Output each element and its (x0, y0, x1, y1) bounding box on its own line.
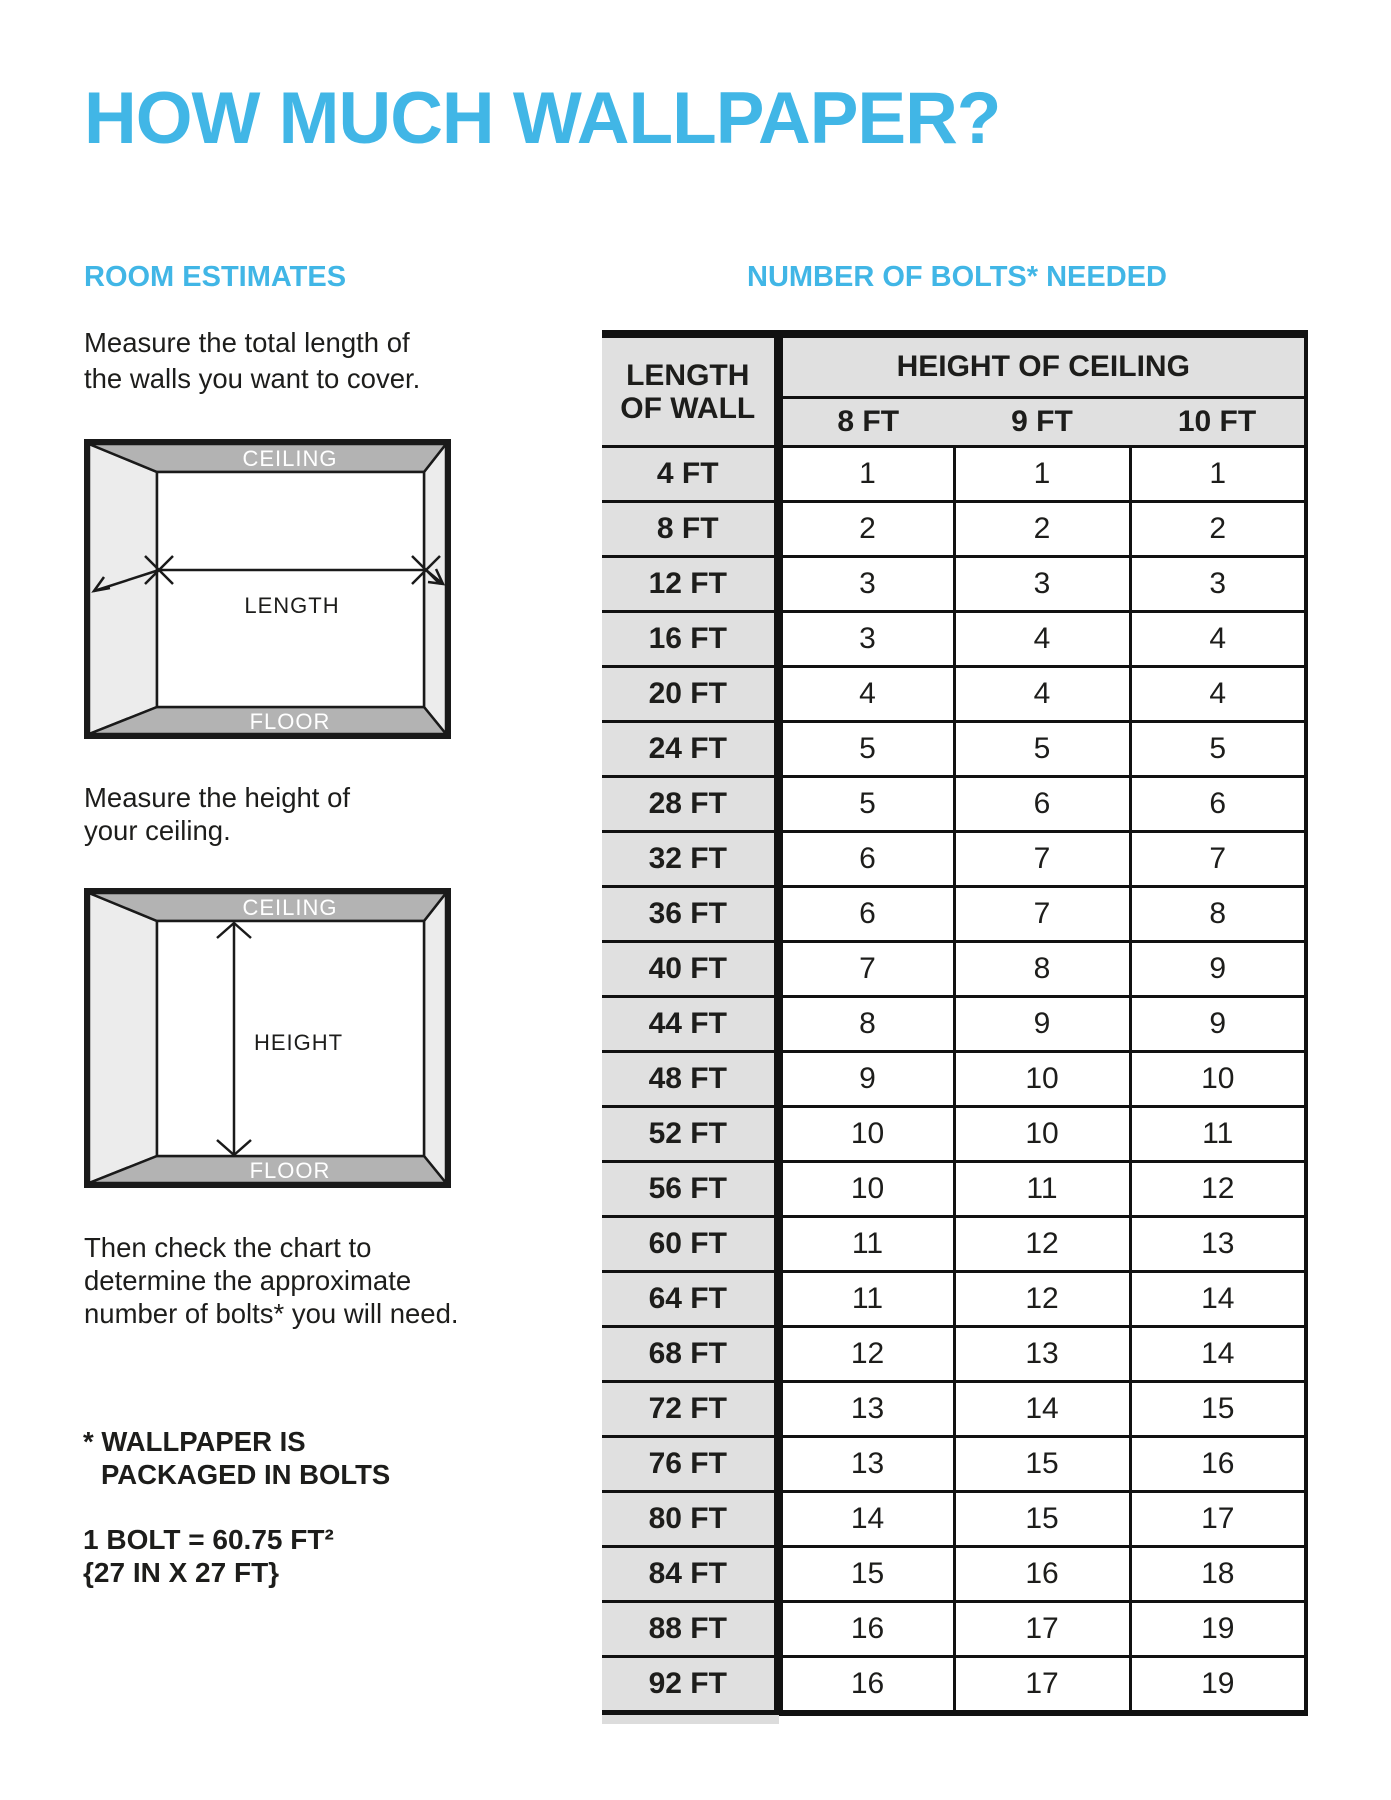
bolt-count-cell: 19 (1130, 1657, 1306, 1714)
row-label: 68 FT (602, 1327, 778, 1382)
row-label: 20 FT (602, 667, 778, 722)
bolt-count-cell: 8 (778, 997, 954, 1052)
check-chart-paragraph (84, 1231, 459, 1330)
row-label: 4 FT (602, 447, 778, 502)
row-label: 64 FT (602, 1272, 778, 1327)
right-wall (424, 893, 446, 1183)
bolt-count-cell: 13 (954, 1327, 1130, 1382)
bolt-count-cell: 12 (954, 1272, 1130, 1327)
table-row (602, 722, 1306, 777)
table-row (602, 1107, 1306, 1162)
bolt-count-cell: 15 (778, 1547, 954, 1602)
height-of-ceiling-header: HEIGHT OF CEILING (778, 334, 1306, 398)
bolt-count-cell: 9 (954, 997, 1130, 1052)
row-label: 52 FT (602, 1107, 778, 1162)
bolt-count-cell: 7 (1130, 832, 1306, 887)
height-label: HEIGHT (254, 1030, 344, 1055)
table-row (602, 832, 1306, 887)
row-label: 80 FT (602, 1492, 778, 1547)
table-row (602, 1547, 1306, 1602)
paragraph-line: Measure the total length of (84, 327, 410, 358)
back-wall (157, 472, 424, 707)
bolt-count-cell: 10 (954, 1052, 1130, 1107)
floor-label: FLOOR (249, 1158, 331, 1183)
bolt-count-cell: 11 (1130, 1107, 1306, 1162)
table-row (602, 1602, 1306, 1657)
bolt-count-cell: 8 (1130, 887, 1306, 942)
bolt-count-cell: 3 (954, 557, 1130, 612)
bolt-count-cell: 15 (1130, 1382, 1306, 1437)
wallpaper-bolts-footnote (83, 1426, 390, 1491)
bolt-count-cell: 13 (1130, 1217, 1306, 1272)
row-label: 88 FT (602, 1602, 778, 1657)
bolt-count-cell: 4 (954, 667, 1130, 722)
col-header-9ft: 9 FT (954, 398, 1130, 447)
footnote-line: * WALLPAPER IS (83, 1426, 306, 1457)
row-label: 12 FT (602, 557, 778, 612)
row-label: 28 FT (602, 777, 778, 832)
bolt-count-cell: 17 (1130, 1492, 1306, 1547)
bolt-count-cell: 4 (1130, 667, 1306, 722)
bolt-count-cell: 12 (954, 1217, 1130, 1272)
bolt-count-cell: 10 (1130, 1052, 1306, 1107)
bolt-count-cell: 10 (954, 1107, 1130, 1162)
right-wall (424, 444, 446, 734)
bolt-count-cell: 1 (1130, 447, 1306, 502)
bolt-count-cell: 2 (1130, 502, 1306, 557)
bolt-count-cell: 5 (778, 777, 954, 832)
bolt-count-cell: 10 (778, 1162, 954, 1217)
row-label: 60 FT (602, 1217, 778, 1272)
bolt-count-cell: 5 (778, 722, 954, 777)
bolt-count-cell: 11 (778, 1272, 954, 1327)
bolt-count-cell: 13 (778, 1437, 954, 1492)
bolt-count-cell: 6 (778, 887, 954, 942)
table-body (602, 447, 1306, 1714)
table-row (602, 777, 1306, 832)
bolt-count-cell: 14 (954, 1382, 1130, 1437)
table-row (602, 1492, 1306, 1547)
table-row (602, 1382, 1306, 1437)
bolt-equation-line: 1 BOLT = 60.75 FT² (83, 1524, 334, 1555)
bolt-count-cell: 17 (954, 1657, 1130, 1714)
bolt-count-cell: 6 (778, 832, 954, 887)
bolt-count-cell: 14 (778, 1492, 954, 1547)
row-label: 8 FT (602, 502, 778, 557)
bolts-table (602, 330, 1308, 1716)
floor-label: FLOOR (249, 709, 331, 734)
table-row (602, 447, 1306, 502)
bolt-count-cell: 2 (778, 502, 954, 557)
bolt-count-cell: 7 (954, 832, 1130, 887)
col-header-8ft: 8 FT (778, 398, 954, 447)
bolt-count-cell: 9 (1130, 997, 1306, 1052)
bolt-count-cell: 6 (1130, 777, 1306, 832)
bolt-count-cell: 9 (778, 1052, 954, 1107)
paragraph-line: your ceiling. (84, 815, 231, 846)
bolt-count-cell: 4 (1130, 612, 1306, 667)
ceiling-label: CEILING (242, 895, 338, 920)
table-row (602, 1217, 1306, 1272)
row-label: 84 FT (602, 1547, 778, 1602)
table-row (602, 612, 1306, 667)
table-row (602, 1327, 1306, 1382)
bolt-count-cell: 6 (954, 777, 1130, 832)
bolt-count-cell: 17 (954, 1602, 1130, 1657)
table-row (602, 997, 1306, 1052)
bolt-count-cell: 10 (778, 1107, 954, 1162)
bolt-count-cell: 11 (954, 1162, 1130, 1217)
paragraph-line: Then check the chart to (84, 1232, 372, 1263)
table-row (602, 1162, 1306, 1217)
bolt-count-cell: 15 (954, 1492, 1130, 1547)
bolt-count-cell: 5 (954, 722, 1130, 777)
bolt-count-cell: 14 (1130, 1327, 1306, 1382)
table-row (602, 1437, 1306, 1492)
table-row (602, 557, 1306, 612)
bolt-equation (83, 1523, 334, 1589)
measure-height-paragraph (84, 781, 350, 847)
table-row (602, 667, 1306, 722)
header-line: LENGTH (626, 358, 750, 392)
table-row (602, 942, 1306, 997)
bolt-count-cell: 16 (1130, 1437, 1306, 1492)
room-estimates-heading: ROOM ESTIMATES (84, 261, 347, 293)
row-label: 72 FT (602, 1382, 778, 1437)
bolt-count-cell: 16 (778, 1657, 954, 1714)
bolt-count-cell: 5 (1130, 722, 1306, 777)
bolt-count-cell: 11 (778, 1217, 954, 1272)
table-row (602, 502, 1306, 557)
table-header-row (602, 334, 1306, 398)
bolt-count-cell: 4 (778, 667, 954, 722)
table-row (602, 1657, 1306, 1714)
bolt-count-cell: 3 (778, 612, 954, 667)
paragraph-line: determine the approximate (84, 1265, 412, 1296)
bolt-count-cell: 19 (1130, 1602, 1306, 1657)
row-label: 48 FT (602, 1052, 778, 1107)
row-label: 24 FT (602, 722, 778, 777)
row-label: 56 FT (602, 1162, 778, 1217)
row-label: 76 FT (602, 1437, 778, 1492)
bolt-count-cell: 12 (1130, 1162, 1306, 1217)
bolt-count-cell: 7 (778, 942, 954, 997)
length-of-wall-header (602, 334, 778, 447)
bolt-count-cell: 1 (954, 447, 1130, 502)
footnote-line: PACKAGED IN BOLTS (101, 1458, 391, 1490)
room-length-diagram (84, 438, 451, 740)
row-label: 44 FT (602, 997, 778, 1052)
row-label: 36 FT (602, 887, 778, 942)
bolt-count-cell: 16 (954, 1547, 1130, 1602)
bolt-count-cell: 18 (1130, 1547, 1306, 1602)
bolt-count-cell: 9 (1130, 942, 1306, 997)
measure-length-paragraph (84, 325, 420, 397)
row-label: 40 FT (602, 942, 778, 997)
left-wall (89, 893, 157, 1183)
bolt-count-cell: 8 (954, 942, 1130, 997)
table-footer-tab (602, 1715, 779, 1724)
row-label: 16 FT (602, 612, 778, 667)
bolt-count-cell: 16 (778, 1602, 954, 1657)
bolt-count-cell: 3 (1130, 557, 1306, 612)
header-line: OF WALL (620, 391, 756, 425)
length-label: LENGTH (244, 593, 340, 618)
page-title: HOW MUCH WALLPAPER? (84, 78, 1001, 159)
ceiling-label: CEILING (242, 446, 338, 471)
bolt-count-cell: 4 (954, 612, 1130, 667)
bolt-count-cell: 7 (954, 887, 1130, 942)
bolt-equation-line: {27 IN X 27 FT} (83, 1557, 280, 1588)
bolt-count-cell: 12 (778, 1327, 954, 1382)
row-label: 92 FT (602, 1657, 778, 1714)
table-row (602, 1272, 1306, 1327)
row-label: 32 FT (602, 832, 778, 887)
room-height-diagram (84, 888, 451, 1188)
table-row (602, 1052, 1306, 1107)
paragraph-line: the walls you want to cover. (84, 363, 421, 394)
bolt-count-cell: 15 (954, 1437, 1130, 1492)
bolt-count-cell: 3 (778, 557, 954, 612)
table-row (602, 887, 1306, 942)
paragraph-line: number of bolts* you will need. (84, 1298, 459, 1329)
paragraph-line: Measure the height of (84, 782, 351, 813)
bolt-count-cell: 14 (1130, 1272, 1306, 1327)
bolt-count-cell: 1 (778, 447, 954, 502)
col-header-10ft: 10 FT (1130, 398, 1306, 447)
bolt-count-cell: 13 (778, 1382, 954, 1437)
bolts-needed-heading: NUMBER OF BOLTS* NEEDED (747, 261, 1167, 293)
bolt-count-cell: 2 (954, 502, 1130, 557)
